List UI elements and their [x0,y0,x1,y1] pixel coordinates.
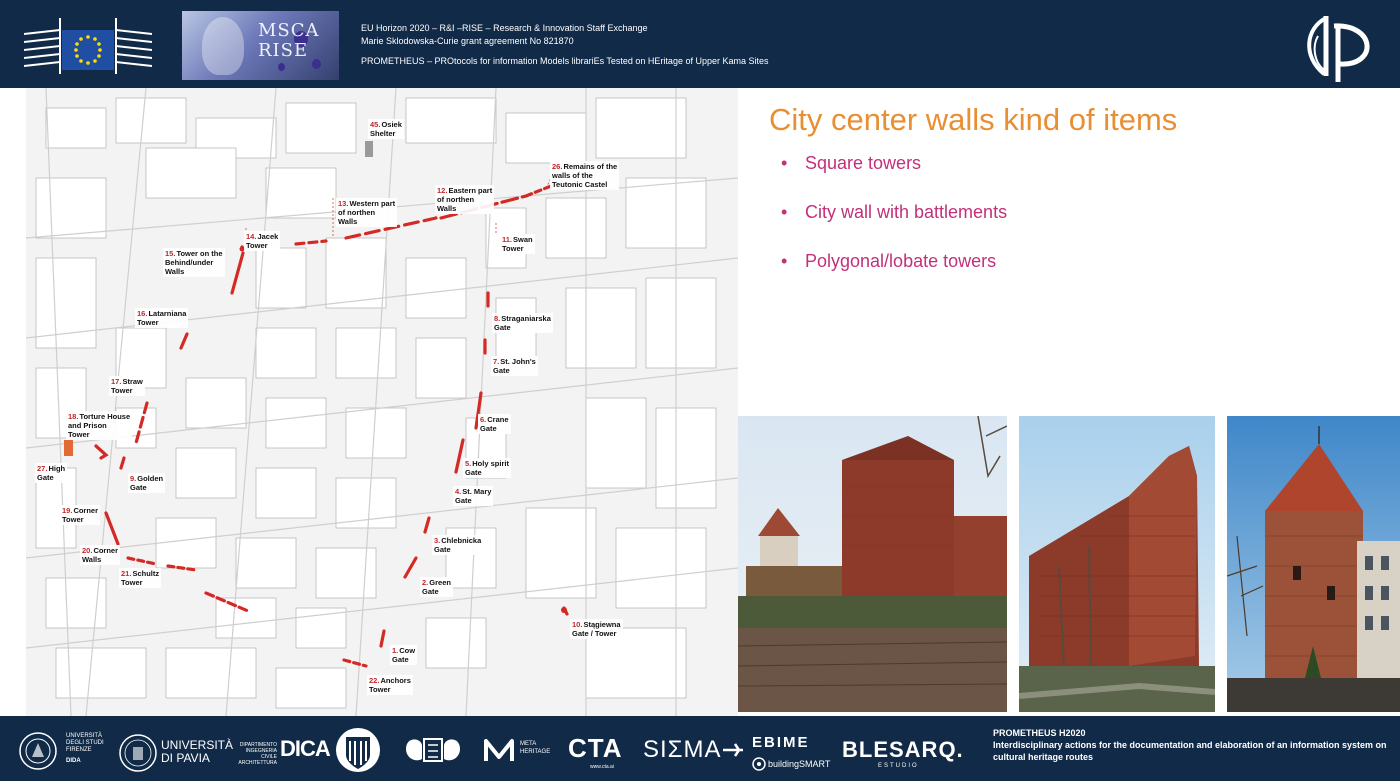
crest-icon [400,731,466,767]
dicar-logo-text: DIPARTIMENTO INGEGNERIA CIVILE ARCHITETTURA [238,742,277,766]
university-logo [1296,6,1386,82]
map-label-9: 9.Golden Gate [130,474,164,492]
map-label-8: 8.Straganiarska Gate [494,314,551,332]
cta-url: www.cta.ai [590,764,614,770]
city-walls-map [26,88,738,716]
map-base [26,88,738,716]
map-label-26: 26.Remains of the walls of the Teutonic Castel [552,162,618,189]
header-line-2: Marie Sklodowska-Curie grant agreement No 821870 [361,36,574,46]
map-label-21: 21.Schultz Tower [121,569,160,587]
map-label-10: 10.Stągiewna Gate / Tower [572,620,621,638]
airplane-icon [723,743,743,757]
map-label-13: 13.Western part of northen Walls [338,199,396,226]
map-label-18: 18.Torture House and Prison Tower [68,412,131,439]
map-label-11: 11.Swan Tower [502,235,533,253]
bullet-polygonal-towers: • Polygonal/lobate towers [781,248,1007,297]
firenze-seal-icon [18,731,58,771]
sigma-logo: SIΣMA [643,736,722,763]
firenze-logo-text: UNIVERSITÀ DEGLI STUDI FIRENZE [66,733,104,753]
map-label-14: 14.Jacek Tower [246,232,279,250]
map-label-1: 1.Cow Gate [392,646,416,664]
footer-project-text [993,727,1393,763]
dicar-mark: DICA [280,736,330,761]
photo-square-tower [738,416,1007,712]
buildingsmart-text: buildingSMART [768,759,831,769]
map-label-4: 4.St. Mary Gate [455,487,492,505]
map-label-27: 27.High Gate [37,464,66,482]
map-label-3: 3.Chlebnicka Gate [434,536,482,554]
ebime-logo: EBIME [752,734,810,751]
cta-logo: CTA [568,733,623,763]
bullet-list [781,150,1007,297]
map-label-15: 15.Tower on the Behind/under Walls [165,249,223,276]
map-label-6: 6.Crane Gate [480,415,509,433]
photo-polygonal-tower [1227,416,1400,712]
header-bar [0,0,1400,88]
map-label-20: 20.Corner Walls [82,546,119,564]
buildingsmart-icon [752,757,766,771]
msca-rise-logo [182,11,339,80]
footer-title: PROMETHEUS H2020 [993,728,1086,738]
footer-subtitle: Interdisciplinary actions for the documentation and elaboration of an information system on cultural heritage routes [993,740,1387,762]
msca-logo-text: MSCA RISE [258,20,320,61]
bullet-city-wall: • City wall with battlements [781,199,1007,248]
photo-city-wall [1019,416,1215,712]
pavia-seal-icon [118,733,158,773]
header-line-3: PROMETHEUS – PROtocols for information Models librariEs Tested on HEritage of Upper Kama Sites [361,56,769,66]
map-label-7: 7.St. John's Gate [493,357,536,375]
meta-heritage-icon [482,735,516,765]
blesarq-subtitle: ESTUDIO [878,763,919,769]
header-text [361,22,769,68]
header-line-1: EU Horizon 2020 – R&I –RISE – Research & Innovation Staff Exchange [361,23,648,33]
map-label-12: 12.Eastern part of northen Walls [437,186,493,213]
pavia-logo-text: UNIVERSITÀ DI PAVIA [161,738,234,765]
map-label-2: 2.Green Gate [422,578,451,596]
bullet-square-towers: • Square towers [781,150,1007,199]
map-label-19: 19.Corner Tower [62,506,99,524]
slide-title: City center walls kind of items [769,102,1178,137]
dida-logo-text: DIDA [66,758,81,764]
valencia-shield-icon [333,725,383,775]
map-label-22: 22.Anchors Tower [369,676,411,694]
map-label-17: 17.Straw Tower [111,377,143,395]
map-label-5: 5.Holy spirit Gate [465,459,509,477]
european-commission-logo [20,12,156,78]
map-label-45: 45.Osiek Shelter [370,120,402,138]
map-label-16: 16.Latarniana Tower [137,309,187,327]
meta-heritage-text: META HERITAGE [520,741,551,755]
blesarq-logo: BLESARQ. [842,737,964,762]
